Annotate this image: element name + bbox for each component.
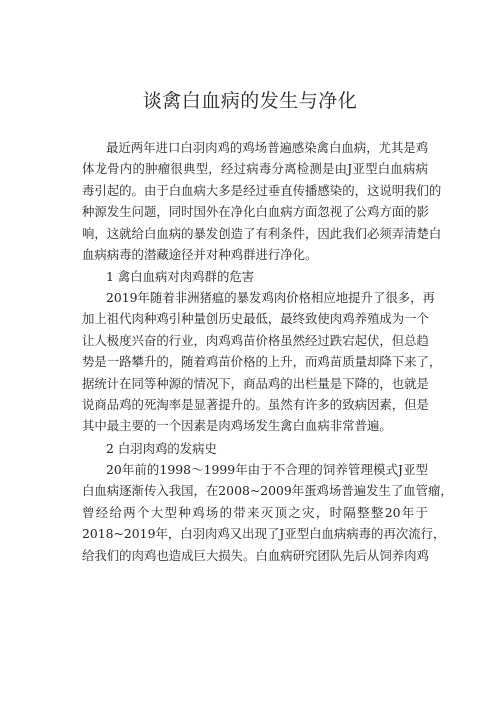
document-title: 谈禽白血病的发生与净化 — [142, 90, 358, 112]
text-line: 据统计在同等种源的情况下，商品鸡的出栏量是下降的，也就是 — [82, 375, 429, 391]
text-line: 响，这就给白血病的暴发创造了有利条件，因此我们必须弄清楚白 — [82, 225, 442, 241]
section-heading-2: 2 白羽肉鸡的发病史 — [106, 440, 217, 456]
text-line: 种源发生问题，同时国外在净化白血病方面忽视了公鸡方面的影 — [82, 204, 429, 220]
paragraph-2 — [82, 287, 442, 437]
text-line: 给我们的肉鸡也造成巨大损失。白血病研究团队先后从饲养肉鸡 — [82, 547, 429, 563]
text-line: 势是一路攀升的，随着鸡苗价格的上升，而鸡苗质量却降下来了， — [82, 354, 442, 370]
section-heading-1: 1 禽白血病对肉鸡群的危害 — [106, 268, 255, 284]
text-line: 白血病逐渐传入我国，在2008~2009年蛋鸡场普遍发生了血管瘤， — [82, 483, 453, 499]
text-line: 2019年随着非洲猪瘟的暴发鸡肉价格相应地提升了很多，再 — [106, 290, 435, 305]
text-line: 20年前的1998～1999年由于不合理的饲养管理模式J亚型 — [106, 462, 428, 477]
text-line: 让人极度兴奋的行业，肉鸡鸡苗价格虽然经过跌宕起伏，但总趋 — [82, 332, 429, 348]
text-line: 最近两年进口白羽肉鸡的鸡场普遍感染禽白血病，尤其是鸡 — [106, 140, 429, 155]
text-line: 毒引起的。由于白血病大多是经过垂直传播感染的，这说明我们的 — [82, 182, 442, 198]
text-line: 其中最主要的一个因素是肉鸡场发生禽白血病非常普遍。 — [82, 418, 392, 434]
text-line: 加上祖代肉种鸡引种量创历史最低，最终致使肉鸡养殖成为一个 — [82, 311, 429, 327]
text-line: 说商品鸡的死淘率是显著提升的。虽然有许多的致病因素，但是 — [82, 396, 429, 412]
text-line: 体龙骨内的肿瘤很典型，经过病毒分离检测是由J亚型白血病病 — [82, 161, 428, 177]
paragraph-1 — [82, 137, 442, 265]
text-line: 曾经给两个大型种鸡场的带来灭顶之灾，时隔整整20年于 — [82, 504, 428, 520]
paragraph-3 — [82, 459, 453, 566]
text-line: 2018~2019年，白羽肉鸡又出现了J亚型白血病病毒的再次流行， — [82, 526, 446, 542]
text-line: 血病病毒的潜藏途径并对种鸡群进行净化。 — [82, 246, 318, 262]
